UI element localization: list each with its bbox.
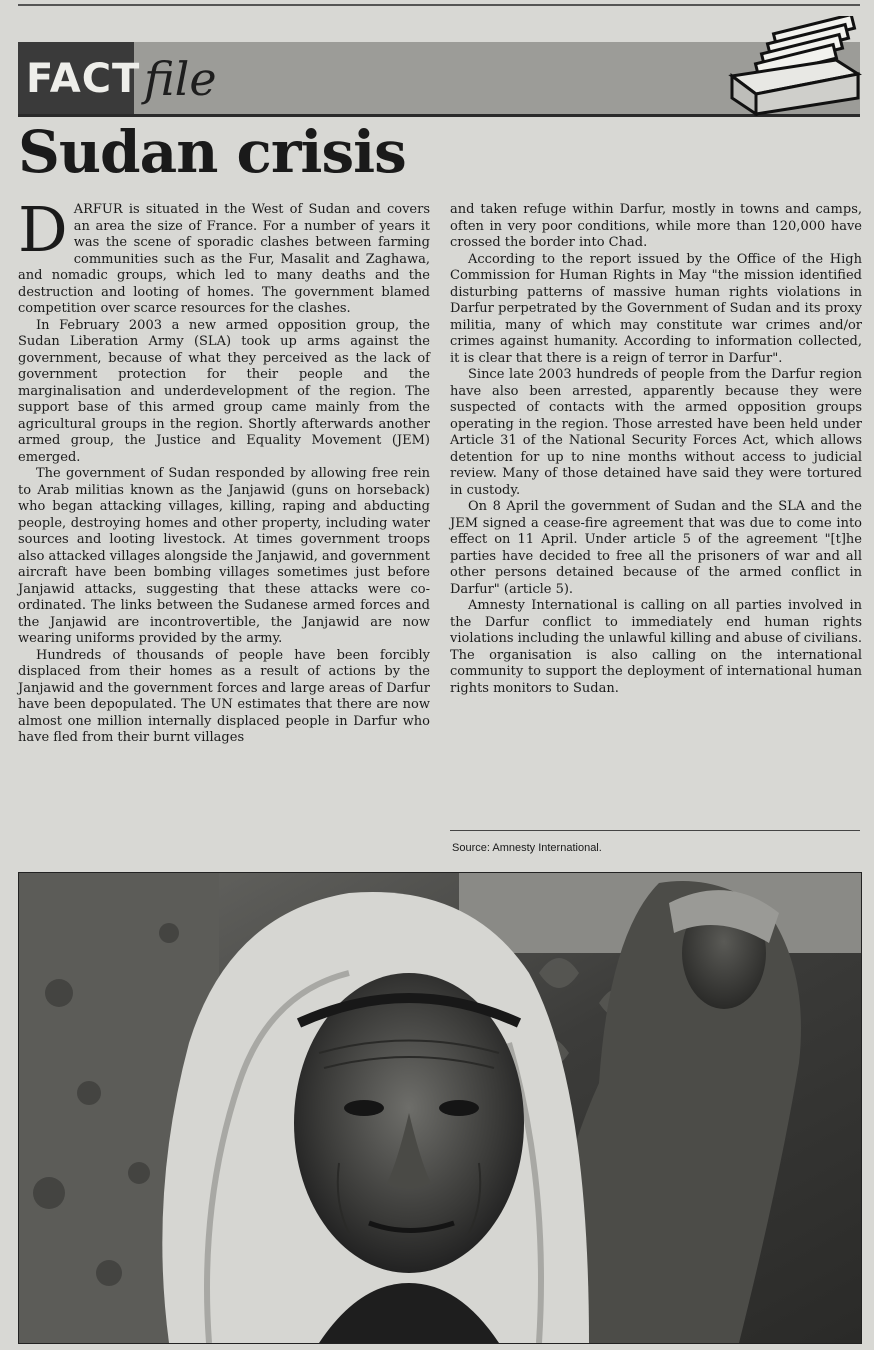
paragraph: Amnesty International is calling on all parties involved in the Darfur conflict to immediately end human rights violations including the unlawful killing and abuse of civilians. The organisation is also calling on the international community to support the deployment of international human rights monitors to Sudan. [450, 598, 862, 696]
photo-darfur-women [18, 872, 862, 1344]
fact-label: FACT [26, 56, 141, 102]
paragraph: According to the report issued by the Office of the High Commission for Human Rights in May "the mission identified disturbing patterns of massive human rights violations in Darfur perpetrated by the Government of Sudan and its proxy militia, many of which may constitute war crimes and/or crimes against humanity. According to information collected, it is clear that there is a reign of terror in Darfur". [450, 251, 862, 366]
paragraph: and taken refuge within Darfur, mostly in towns and camps, often in very poor conditions, while more than 120,000 have crossed the border into Chad. [450, 202, 862, 250]
paragraph: DARFUR is situated in the West of Sudan and covers an area the size of France. For a number of years it was the scene of sporadic clashes between farming communities such as the Fur, Masalit and Zaghawa, and nomadic groups, which led to many deaths and the destruction and looting of homes. The government blamed competition over scarce resources for the clashes. [18, 193, 430, 316]
paragraph: On 8 April the government of Sudan and the SLA and the JEM signed a cease-fire agreement that was due to come into effect on 11 April. Under article 5 of the agreement "[t]he parties have decided to free all the prisoners of war and all other persons detained because of the armed conflict in Darfur" (article 5). [450, 499, 862, 597]
right-column [450, 202, 862, 697]
paragraph: In February 2003 a new armed opposition group, the Sudan Liberation Army (SLA) took up arms against the government, because of what they perceived as the lack of government protection for their people and the marginalisation and underdevelopment of the region. The support base of this armed group came mainly from the agricultural groups in the region. Shortly afterwards another armed group, the Justice and Equality Movement (JEM) emerged. [18, 317, 430, 465]
paragraph: Since late 2003 hundreds of people from the Darfur region have also been arrested, apparently because they were suspected of contacts with the armed opposition groups operating in the region. Those arrested have been held under Article 31 of the National Security Forces Act, which allows detention for up to nine months without access to judicial review. Many of those detained have said they were tortured in custody. [450, 367, 862, 498]
card-file-box-icon [726, 16, 866, 116]
photo-illustration [19, 873, 861, 1343]
fact-label-box [18, 42, 141, 114]
paragraph: The government of Sudan responded by allowing free rein to Arab militias known as the Janjawid (guns on horseback) who began attacking villages, killing, raping and abducting people, destroying homes and other property, including water sources and looting livestock. At times government troops also attacked villages alongside the Janjawid, and government aircraft have been bombing villages sometimes just before Janjawid attacks, suggesting that these attacks were co-ordinated. The links between the Sudanese armed forces and the Janjawid are incontrovertible, the Janjawid are now wearing uniforms provided by the army. [18, 466, 430, 646]
source-credit: Source: Amnesty International. [452, 842, 602, 854]
fact-file-banner [18, 42, 860, 117]
top-rule [18, 4, 860, 6]
left-column [18, 193, 430, 747]
source-rule [450, 830, 860, 831]
drop-cap: D [18, 193, 68, 266]
paragraph: Hundreds of thousands of people have been forcibly displaced from their homes as a result of actions by the Janjawid and the government forces and large areas of Darfur have been depopulated. The UN estimates that there are now almost one million internally displaced people in Darfur who have fled from their burnt villages [18, 647, 430, 745]
file-label: file [144, 52, 217, 106]
headline: Sudan crisis [18, 118, 406, 186]
